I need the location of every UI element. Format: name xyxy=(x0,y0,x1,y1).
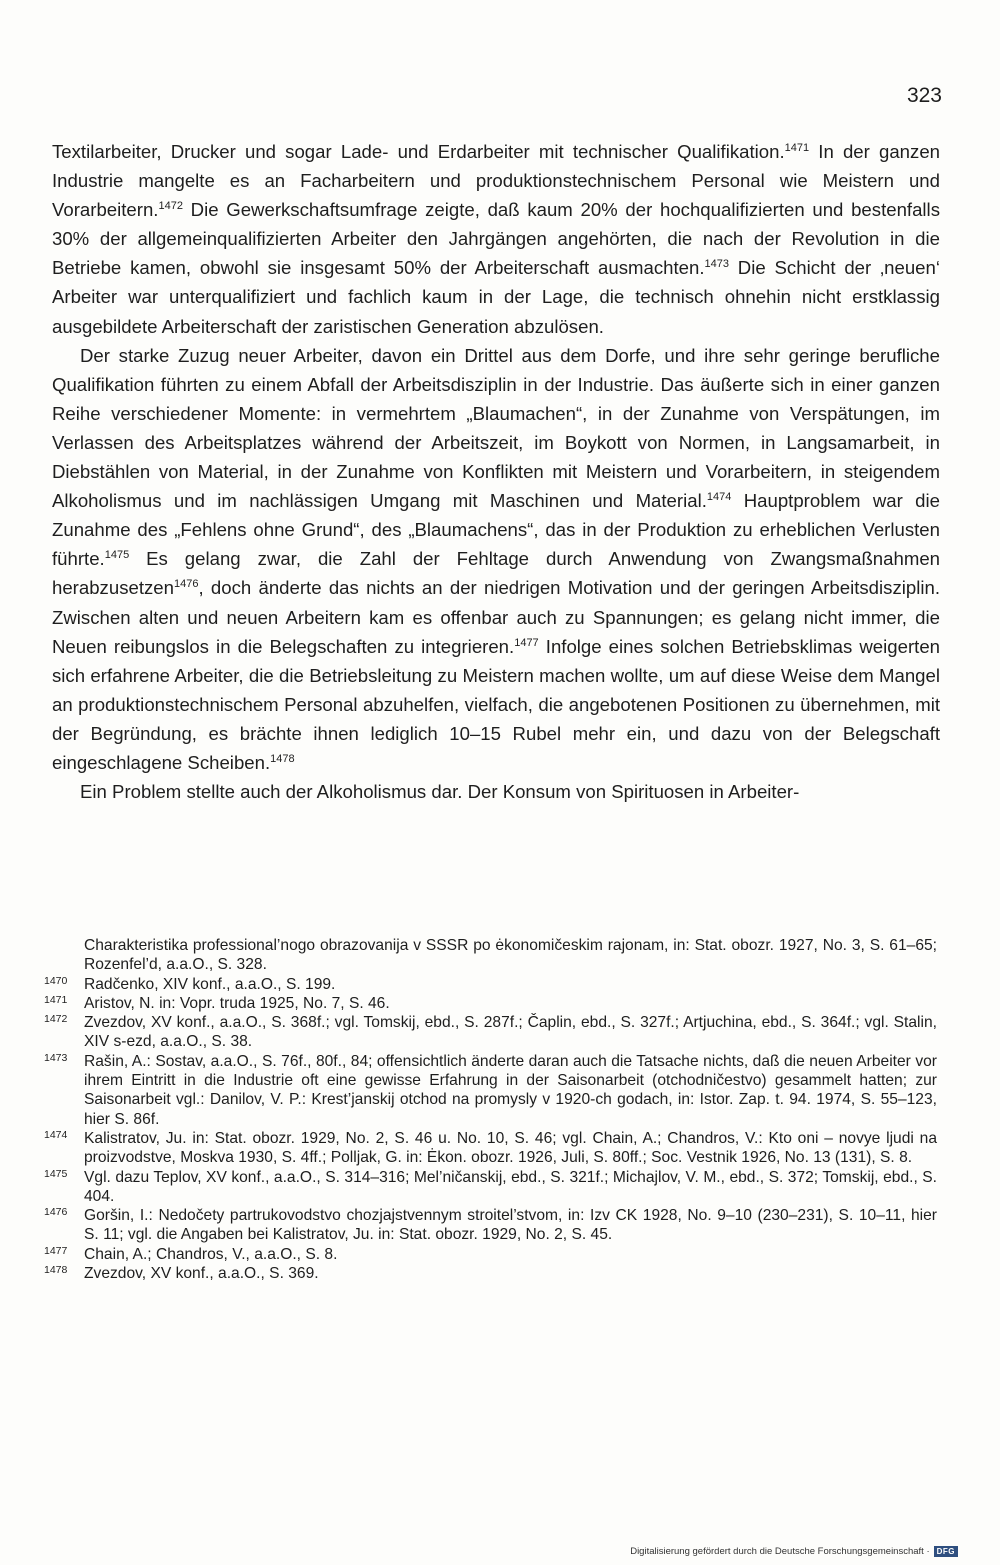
footnote xyxy=(44,1052,937,1129)
footnote-text: Zvezdov, XV konf., a.a.O., S. 369. xyxy=(84,1265,319,1283)
footnote-text: Kalistratov, Ju. in: Stat. obozr. 1929, No. 2, S. 46 u. No. 10, S. 46; vgl. Chain, A.; Chandros, V.: Kto oni – novye ljudi na proizvodstve, Moskva 1930, S. 4ff.; Polljak, G. in: Ėkon. obozr. 1926, Juli, S. 80ff.; Soc. Vestnik 1926, No. 13 (131), S. 8. xyxy=(84,1129,937,1167)
text-run: Hauptproblem war die Zunahme des „Fehlens ohne Grund“, des „Blaumachens“, das in der Produktion zu erheblichen Verlusten führte. xyxy=(52,490,940,570)
footnote-text: Aristov, N. in: Vopr. truda 1925, No. 7, S. 46. xyxy=(84,994,390,1012)
footnote-ref: 1476 xyxy=(173,578,199,591)
footnote-text: Vgl. dazu Teplov, XV konf., a.a.O., S. 314–316; Mel’ničanskij, ebd., S. 321f.; Michajlov, V. M., ebd., S. 372; Tomskij, ebd., S. 404. xyxy=(84,1168,937,1205)
text-run: , doch änderte das nichts an der niedrigen Motivation und der geringen Arbeitsdisziplin. Zwischen alten und neuen Arbeitern kam es offenbar auch zu Spannungen; es gelang nicht immer, die Neuen reibungslos in die Belegschaften zu integrieren. xyxy=(52,577,940,657)
footnote-ref: 1474 xyxy=(706,491,732,504)
footnote-ref: 1471 xyxy=(784,142,810,154)
footnote-text: Chain, A.; Chandros, V., a.a.O., S. 8. xyxy=(84,1245,338,1263)
footnote-number: 1474 xyxy=(44,1128,68,1141)
footnotes xyxy=(44,936,937,1283)
text-run: Ein Problem stellte auch der Alkoholismus dar. Der Konsum von Spirituosen in Arbeiter- xyxy=(80,781,800,803)
footnote-ref: 1472 xyxy=(158,200,183,213)
footnote xyxy=(44,1206,937,1245)
footnote xyxy=(44,975,937,994)
dfg-logo: DFG xyxy=(934,1546,958,1557)
footnote-text: Goršin, I.: Nedočety partrukovodstvo chozjajstvennym stroitel’stvom, in: Izv CK 1928, No. 9–10 (230–231), S. 10–11, hier S. 11; vgl. die Angaben bei Kalistratov, Ju. in: Stat. obozr. 1929, No. 2, S. 45. xyxy=(84,1207,937,1244)
footnote xyxy=(44,1013,937,1052)
footnote-ref: 1473 xyxy=(704,258,729,271)
footnote-number: 1472 xyxy=(44,1013,68,1026)
footnote xyxy=(44,1129,937,1168)
text-run: Es gelang zwar, die Zahl der Fehltage durch Anwendung von Zwangsmaßnahmen herabzusetzen xyxy=(52,548,940,599)
footnote xyxy=(44,1168,937,1207)
paragraph xyxy=(52,341,940,777)
footer-credit: Digitalisierung gefördert durch die Deutsche Forschungsgemeinschaft · xyxy=(630,1546,930,1557)
text-run: Die Gewerkschaftsumfrage zeigte, daß kaum 20% der hochqualifizierten und bestenfalls 30% der allgemeinqualifizierten Arbeiter den Jahrgängen angehörten, die nach der Revolution in die Betriebe kamen, obwohl sie insgesamt 50% der Arbeiterschaft ausmachten. xyxy=(52,199,940,279)
footnote-number: 1471 xyxy=(44,993,68,1006)
footnote-text: Zvezdov, XV konf., a.a.O., S. 368f.; vgl. Tomskij, ebd., S. 287f.; Čaplin, ebd., S. 327f.; Artjuchina, ebd., S. 364f.; vgl. Stalin, XIV s-ezd, a.a.O., S. 38. xyxy=(84,1014,937,1051)
footnote xyxy=(44,994,937,1013)
footnote-number: 1476 xyxy=(44,1206,68,1219)
footnote-number: 1475 xyxy=(44,1167,68,1180)
page-number: 323 xyxy=(906,84,942,107)
page-footer xyxy=(630,1546,958,1557)
footnote-number: 1477 xyxy=(44,1244,68,1257)
footnote xyxy=(44,1245,937,1264)
paragraph xyxy=(52,137,940,341)
text-run: Der starke Zuzug neuer Arbeiter, davon ein Drittel aus dem Dorfe, und ihre sehr geringe berufliche Qualifikation führten zu einem Abfall der Arbeitsdisziplin in der Industrie. Das äußerte sich in einer ganzen Reihe verschiedener Momente: in vermehrtem „Blaumachen“, in der Zunahme von Verspätungen, im Verlassen des Arbeitsplatzes während der Arbeitszeit, im Boykott von Normen, in Langsamarbeit, in Diebstählen von Material, in der Zunahme von Konflikten mit Meistern und Vorarbeitern, in steigendem Alkoholismus und im nachlässigen Umgang mit Maschinen und Material. xyxy=(52,344,940,512)
paragraph xyxy=(52,777,940,806)
footnote-ref: 1477 xyxy=(514,636,539,649)
footnote-number: 1473 xyxy=(44,1051,68,1064)
main-text xyxy=(52,137,940,806)
text-run: Die Schicht der ‚neuen‘ Arbeiter war unterqualifiziert und fachlich kaum in der Lage, die technisch ohnehin nicht erstklassig ausgebildete Arbeiterschaft der zaristischen Generation abzulösen. xyxy=(52,257,940,337)
text-run: Infolge eines solchen Betriebsklimas weigerten sich erfahrene Arbeiter, die die Betriebsleitung zu Meistern machen wollte, um auf diese Weise dem Mangel an produktionstechnischem Personal abzuhelfen, vielfach, die angebotenen Positionen zu übernehmen, mit der Begründung, es brächte ihnen lediglich 10–15 Rubel mehr ein, und dazu von der Belegschaft eingeschlagene Scheiben. xyxy=(52,635,941,773)
footnote-text: Rašin, A.: Sostav, a.a.O., S. 76f., 80f., 84; offensichtlich änderte daran auch die Tatsache nichts, daß die neuen Arbeiter vor ihrem Eintritt in die Industrie oft eine gewisse Erfahrung in der Saisonarbeit (otchodničestvo) gesammelt hatten; zur Saisonarbeit vgl.: Danilov, V. P.: Krest’janskij otchod na promysly v 1920-ch godach, in: Istor. Zap. t. 94. 1974, S. 55–123, hier S. 86f. xyxy=(84,1052,937,1128)
text-run: In der ganzen Industrie mangelte es an Facharbeitern und produktionstechnischem Personal wie Meistern und Vorarbeitern. xyxy=(52,141,941,221)
footnote-ref: 1475 xyxy=(104,549,130,562)
footnote-text: Radčenko, XIV konf., a.a.O., S. 199. xyxy=(84,975,336,993)
footnote-number: 1470 xyxy=(44,974,68,987)
text-run: Textilarbeiter, Drucker und sogar Lade- und Erdarbeiter mit technischer Qualifikation. xyxy=(52,141,785,162)
footnote-list xyxy=(44,975,937,1284)
footnote-ref: 1478 xyxy=(270,752,295,765)
footnote-continuation: Charakteristika professional’nogo obrazovanija v SSSR po ėkonomičeskim rajonam, in: Stat. obozr. 1927, No. 3, S. 61–65; Rozenfel’d, a.a.O., S. 328. xyxy=(84,937,937,974)
footnote-number: 1478 xyxy=(44,1264,68,1277)
footnote xyxy=(44,1264,937,1283)
